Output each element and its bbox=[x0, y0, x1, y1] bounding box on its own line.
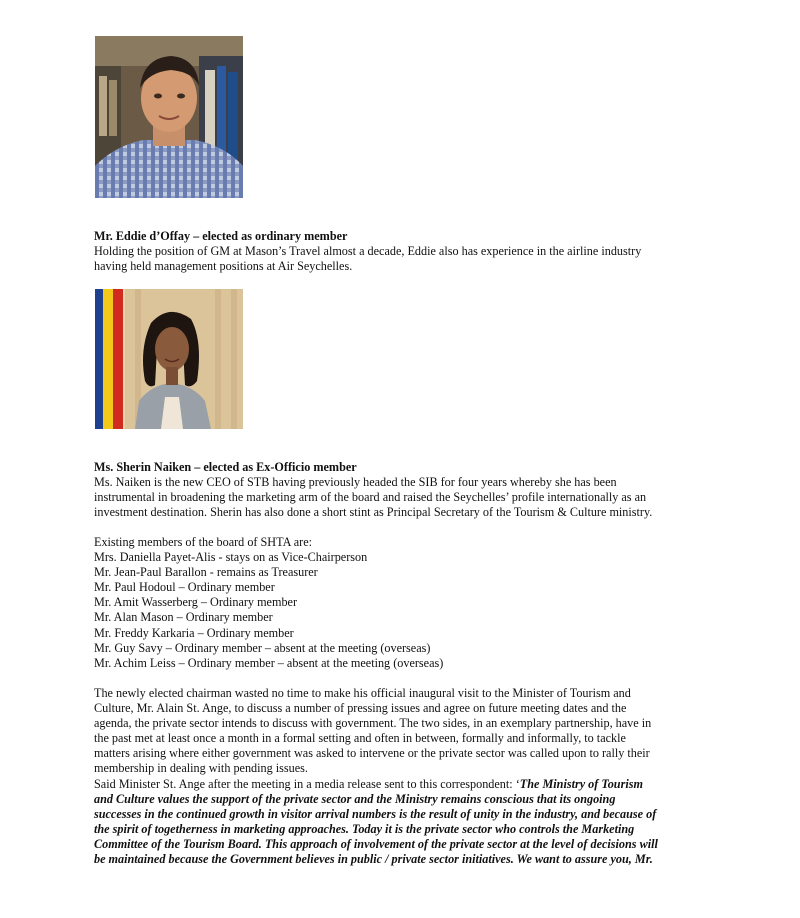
bio-sherin-heading: Ms. Sherin Naiken – elected as Ex-Officio member bbox=[94, 460, 357, 474]
board-member: Mr. Guy Savy – Ordinary member – absent at the meeting (overseas) bbox=[94, 640, 431, 655]
quote-line: be maintained because the Government believes in public / private sector initiatives. We want to assure you, Mr. bbox=[94, 852, 653, 867]
article-line: the past met at least once a month in a formal setting and often in between, formally and informally, to tackle bbox=[94, 731, 626, 746]
article-line: matters arising where either government was asked to intervene or the private sector was called upon to rally their bbox=[94, 746, 650, 761]
portrait-photo-eddie bbox=[95, 36, 243, 198]
bio-eddie bbox=[94, 229, 704, 274]
article-line: agenda, the private sector intends to discuss with government. The two sides, in an exemplary partnership, have in bbox=[94, 716, 652, 731]
portrait-photo-sherin bbox=[95, 289, 243, 429]
bio-sherin-text-line: instrumental in broadening the marketing arm of the board and raised the Seychelles’ profile internationally as an bbox=[94, 490, 647, 505]
board-member: Mr. Freddy Karkaria – Ordinary member bbox=[94, 625, 294, 640]
quote-line: and Culture values the support of the private sector and the Ministry remains conscious that its ongoing bbox=[94, 791, 616, 806]
board-member: Mr. Jean-Paul Barallon - remains as Treasurer bbox=[94, 565, 318, 580]
board-member: Mr. Alan Mason – Ordinary member bbox=[94, 610, 273, 625]
bio-eddie-text-line: having held management positions at Air Seychelles. bbox=[94, 259, 353, 274]
bio-sherin-text-line: Ms. Naiken is the new CEO of STB having previously headed the SIB for four years whereby she has been bbox=[94, 475, 617, 490]
said-line bbox=[94, 777, 704, 792]
article-line: membership in dealing with pending issues. bbox=[94, 761, 308, 776]
board-member: Mr. Amit Wasserberg – Ordinary member bbox=[94, 595, 298, 610]
article-body bbox=[94, 686, 704, 867]
bio-sherin bbox=[94, 460, 704, 520]
quote-line: the spirit of togetherness in marketing approaches. Today it is the private sector who controls the Marketing bbox=[94, 821, 635, 836]
bio-eddie-heading: Mr. Eddie d’Offay – elected as ordinary member bbox=[94, 229, 348, 243]
article-line: Culture, Mr. Alain St. Ange, to discuss a number of pressing issues and agree on future meeting dates and the bbox=[94, 701, 627, 716]
bio-eddie-text-line: Holding the position of GM at Mason’s Travel almost a decade, Eddie also has experience in the airline industry bbox=[94, 244, 642, 259]
board-member: Mr. Achim Leiss – Ordinary member – absent at the meeting (overseas) bbox=[94, 655, 444, 670]
board-members-list bbox=[94, 535, 704, 671]
board-member: Mr. Paul Hodoul – Ordinary member bbox=[94, 580, 275, 595]
article-line: The newly elected chairman wasted no time to make his official inaugural visit to the Minister of Tourism and bbox=[94, 686, 631, 700]
quote-start: The Ministry of Tourism bbox=[519, 776, 643, 791]
bio-sherin-text-line: investment destination. Sherin has also done a short stint as Principal Secretary of the Tourism & Culture ministry. bbox=[94, 505, 653, 520]
board-member: Mrs. Daniella Payet-Alis - stays on as Vice-Chairperson bbox=[94, 550, 368, 565]
quote-line: Committee of the Tourism Board. This approach of involvement of the private sector at the level of decisions will bbox=[94, 836, 658, 851]
said-prefix: Said Minister St. Ange after the meeting in a media release sent to this correspondent: ‘ bbox=[94, 776, 520, 791]
quote-line: successes in the continued growth in visitor arrival numbers is the result of unity in the industry, and because of bbox=[94, 806, 657, 821]
board-intro: Existing members of the board of SHTA are: bbox=[94, 535, 313, 549]
